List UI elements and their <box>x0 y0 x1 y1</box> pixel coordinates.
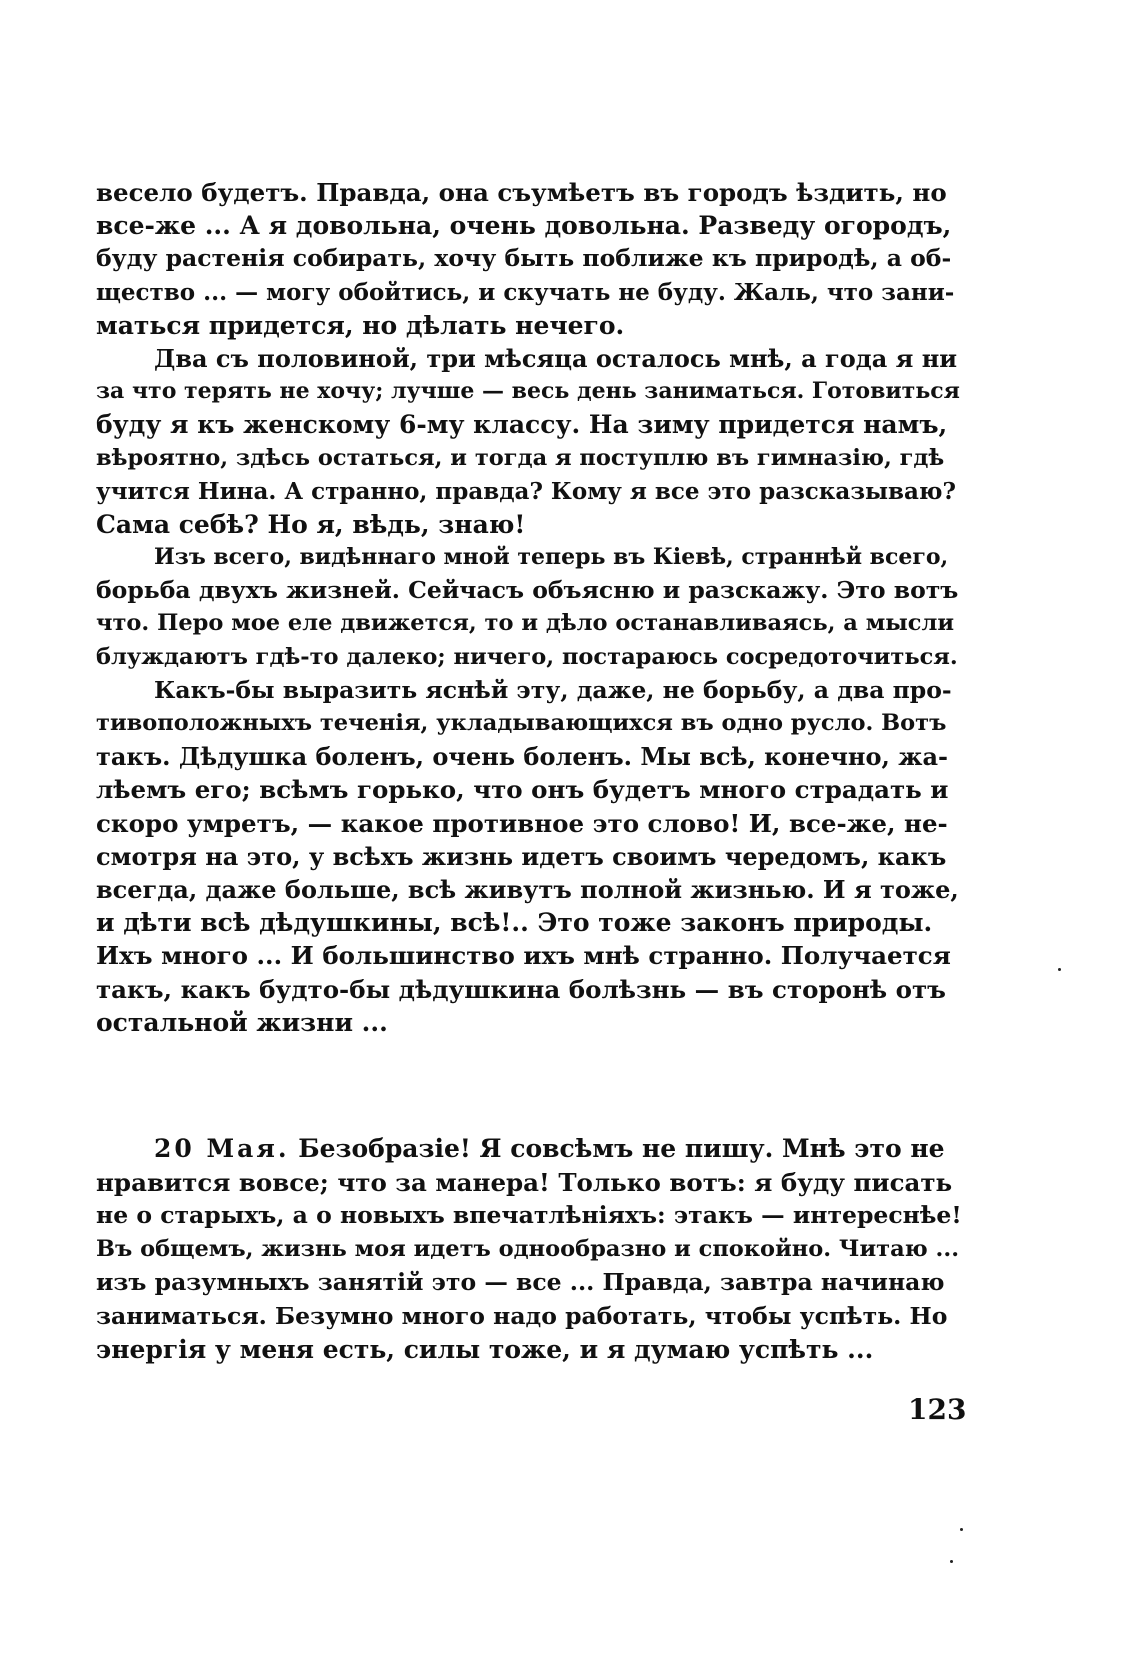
text-line: такъ. Дѣдушка боленъ, очень боленъ. Мы всѣ, конечно, жа- <box>96 742 948 772</box>
text-line: блуждаютъ гдѣ-то далеко; ничего, постараюсь сосредоточиться. <box>96 643 958 670</box>
text-line: вѣроятно, здѣсь остаться, и тогда я поступлю въ гимназію, гдѣ <box>96 444 945 471</box>
entry-first-line-text: Безобразіе! Я совсѣмъ не пишу. Мнѣ это не <box>289 1134 945 1163</box>
text-line: всегда, даже больше, всѣ живутъ полной жизнью. И я тоже, <box>96 874 959 904</box>
text-line: учится Нина. А странно, правда? Кому я все это разсказываю? <box>96 477 956 505</box>
text-block-first <box>96 176 962 1039</box>
text-line: смотря на это, у всѣхъ жизнь идетъ своимъ чередомъ, какъ <box>96 841 947 871</box>
text-line: Въ общемъ, жизнь моя идетъ однообразно и спокойно. Читаю ... <box>96 1235 960 1262</box>
text-line: Сама себѣ? Но я, вѣдь, знаю! <box>96 509 526 539</box>
text-line: тивоположныхъ теченія, укладывающихся въ одно русло. Вотъ <box>96 710 947 736</box>
text-line-paragraph-start: Два съ половиной, три мѣсяца осталось мнѣ, а года я ни <box>154 343 958 373</box>
text-line: весело будетъ. Правда, она съумѣетъ въ городъ ѣздить, но <box>96 178 947 207</box>
text-line: буду растенія собирать, хочу быть поближе къ природѣ, а об- <box>96 244 952 273</box>
entry-date: 20 Мая. <box>154 1134 290 1163</box>
text-line: изъ разумныхъ занятій это — все ... Правда, завтра начинаю <box>96 1268 945 1296</box>
paper-speck <box>950 1560 953 1563</box>
text-line: борьба двухъ жизней. Сейчасъ объясню и разскажу. Это вотъ <box>96 576 959 605</box>
text-line: и дѣти всѣ дѣдушкины, всѣ!.. Это тоже законъ природы. <box>96 908 933 938</box>
text-line: нравится вовсе; что за манера! Только вотъ: я буду писать <box>96 1167 953 1197</box>
text-line: Ихъ много ... И большинство ихъ мнѣ странно. Получается <box>96 941 951 971</box>
text-line: не о старыхъ, а о новыхъ впечатлѣніяхъ: этакъ — интереснѣе! <box>96 1201 962 1229</box>
text-line: скоро умретъ, — какое противное это слово! И, все-же, не- <box>96 808 948 838</box>
text-line: буду я къ женскому 6-му классу. На зиму придется намъ, <box>96 410 948 440</box>
text-line-paragraph-start: Изъ всего, видѣннаго мной теперь въ Кіевѣ, страннѣй всего, <box>154 544 949 571</box>
text-line: остальной жизни ... <box>96 1007 388 1037</box>
text-line: за что терять не хочу; лучше — весь день заниматься. Готовиться <box>96 378 960 405</box>
text-line: щество ... — могу обойтись, и скучать не буду. Жаль, что зани- <box>96 278 955 306</box>
text-line: лѣемъ его; всѣмъ горько, что онъ будетъ много страдать и <box>96 775 949 805</box>
text-line-paragraph-start: Какъ-бы выразить яснѣй эту, даже, не борьбу, а два про- <box>154 675 952 704</box>
paper-speck <box>960 1528 963 1531</box>
text-line: все-же ... А я довольна, очень довольна. Разведу огородъ, <box>96 211 952 241</box>
diary-entry-first-line <box>96 1132 962 1166</box>
text-line: что. Перо мое еле движется, то и дѣло останавливаясь, а мысли <box>96 610 955 637</box>
paper-speck <box>1058 968 1061 971</box>
text-line: такъ, какъ будто-бы дѣдушкина болѣзнь — въ сторонѣ отъ <box>96 974 946 1004</box>
text-line: маться придется, но дѣлать нечего. <box>96 310 625 340</box>
page-number: 123 <box>908 1393 967 1426</box>
diary-entry <box>96 1132 962 1367</box>
text-line: заниматься. Безумно много надо работать, чтобы успѣть. Но <box>96 1301 948 1330</box>
text-line: энергія у меня есть, силы тоже, и я думаю успѣть ... <box>96 1335 874 1364</box>
